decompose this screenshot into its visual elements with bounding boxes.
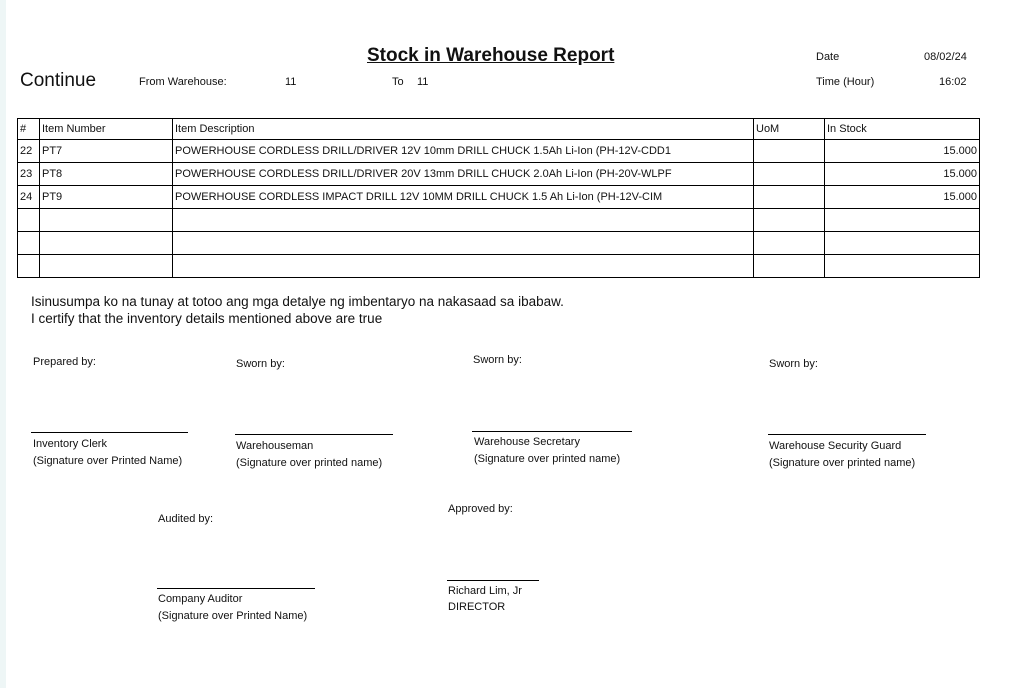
column-header-number: # bbox=[18, 119, 40, 140]
empty-row bbox=[18, 255, 980, 278]
row-number: 22 bbox=[18, 140, 40, 163]
sworn-by-label-1: Sworn by: bbox=[236, 358, 285, 370]
in-stock: 15.000 bbox=[825, 186, 980, 209]
stock-table bbox=[17, 118, 980, 278]
empty-row bbox=[18, 232, 980, 255]
sworn2-signature-line bbox=[472, 431, 632, 432]
uom bbox=[754, 163, 825, 186]
row-number: 23 bbox=[18, 163, 40, 186]
sworn3-role: Warehouse Security Guard bbox=[769, 440, 902, 452]
column-header-item-description: Item Description bbox=[173, 119, 754, 140]
sworn2-role: Warehouse Secretary bbox=[474, 436, 580, 448]
from-warehouse-value: 11 bbox=[285, 76, 297, 88]
sworn2-note: (Signature over printed name) bbox=[474, 453, 621, 465]
in-stock: 15.000 bbox=[825, 140, 980, 163]
approved-signature-line bbox=[447, 580, 539, 581]
in-stock: 15.000 bbox=[825, 163, 980, 186]
sworn3-note: (Signature over printed name) bbox=[769, 457, 916, 469]
approved-role: DIRECTOR bbox=[448, 601, 506, 613]
uom bbox=[754, 140, 825, 163]
prepared-role: Inventory Clerk bbox=[33, 438, 107, 450]
left-edge-strip bbox=[0, 0, 6, 688]
column-header-uom: UoM bbox=[754, 119, 825, 140]
row-number: 24 bbox=[18, 186, 40, 209]
audited-note: (Signature over Printed Name) bbox=[158, 610, 308, 622]
column-header-item-number: Item Number bbox=[40, 119, 173, 140]
date-label: Date bbox=[816, 51, 840, 63]
sworn3-signature-line bbox=[768, 434, 926, 435]
approved-name: Richard Lim, Jr bbox=[448, 585, 522, 597]
to-warehouse-label: To bbox=[392, 76, 404, 88]
to-warehouse-value: 11 bbox=[417, 76, 429, 88]
sworn1-note: (Signature over printed name) bbox=[236, 457, 383, 469]
approved-by-label: Approved by: bbox=[448, 503, 513, 515]
sworn-by-label-2: Sworn by: bbox=[473, 354, 522, 366]
sworn1-role: Warehouseman bbox=[236, 440, 314, 452]
item-number: PT8 bbox=[40, 163, 173, 186]
from-warehouse-label: From Warehouse: bbox=[139, 76, 227, 88]
table-header-row bbox=[18, 119, 980, 140]
table-row bbox=[18, 163, 980, 186]
table-row bbox=[18, 186, 980, 209]
certification-tagalog: Isinusumpa ko na tunay at totoo ang mga detalye ng imbentaryo na nakasaad sa ibabaw. bbox=[31, 294, 564, 309]
empty-row bbox=[18, 209, 980, 232]
audited-signature-line bbox=[157, 588, 315, 589]
certification-english: I certify that the inventory details mentioned above are true bbox=[31, 311, 383, 326]
prepared-signature-line bbox=[31, 432, 188, 433]
prepared-by-label: Prepared by: bbox=[33, 356, 96, 368]
item-number: PT9 bbox=[40, 186, 173, 209]
table-row bbox=[18, 140, 980, 163]
item-description: POWERHOUSE CORDLESS DRILL/DRIVER 12V 10mm DRILL CHUCK 1.5Ah Li-Ion (PH-12V-CDD1 bbox=[173, 140, 754, 163]
item-description: POWERHOUSE CORDLESS DRILL/DRIVER 20V 13mm DRILL CHUCK 2.0Ah Li-Ion (PH-20V-WLPF bbox=[173, 163, 754, 186]
date-value: 08/02/24 bbox=[924, 51, 967, 63]
item-description: POWERHOUSE CORDLESS IMPACT DRILL 12V 10MM DRILL CHUCK 1.5 Ah Li-Ion (PH-12V-CIM bbox=[173, 186, 754, 209]
report-title: Stock in Warehouse Report bbox=[367, 45, 615, 66]
column-header-in-stock: In Stock bbox=[825, 119, 980, 140]
prepared-note: (Signature over Printed Name) bbox=[33, 455, 183, 467]
uom bbox=[754, 186, 825, 209]
time-label: Time (Hour) bbox=[816, 76, 875, 88]
sworn-by-label-3: Sworn by: bbox=[769, 358, 818, 370]
item-number: PT7 bbox=[40, 140, 173, 163]
audited-role: Company Auditor bbox=[158, 593, 243, 605]
time-value: 16:02 bbox=[939, 76, 967, 88]
continue-label: Continue bbox=[20, 70, 97, 91]
sworn1-signature-line bbox=[235, 434, 393, 435]
audited-by-label: Audited by: bbox=[158, 513, 214, 525]
